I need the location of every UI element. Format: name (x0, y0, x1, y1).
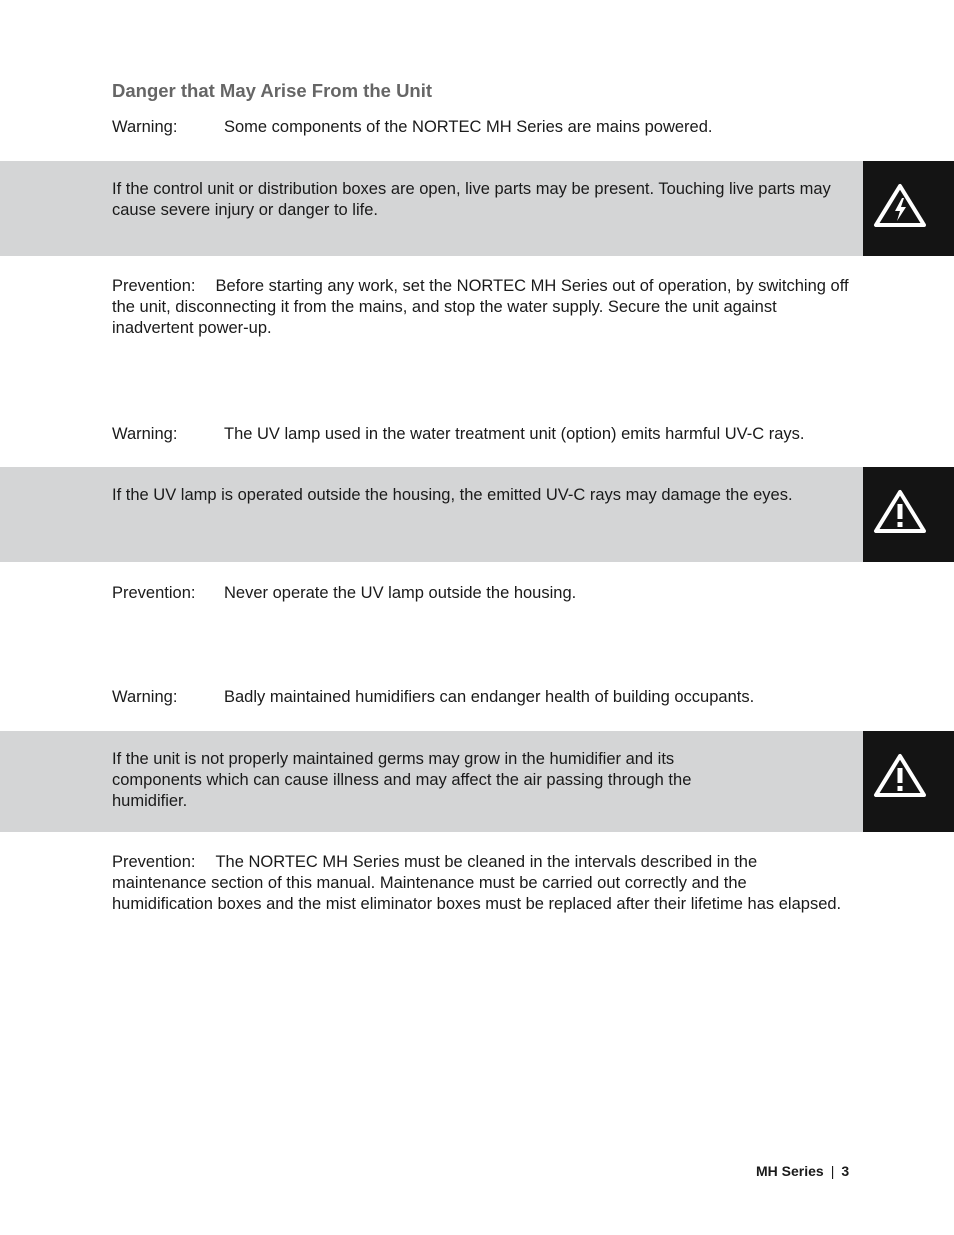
warning-label: Warning: (112, 425, 178, 443)
prevention-text: Before starting any work, set the NORTEC MH Series out of operation, by switching off the unit, disconnecting it from the mains, and stop the water supply. Secure the unit against inadvertent power-up. (112, 277, 849, 337)
prevention-paragraph (112, 276, 852, 339)
hazard-icon-box (863, 467, 954, 562)
prevention-text: The NORTEC MH Series must be cleaned in the intervals described in the maintenance section of this manual. Maintenance must be carried out correctly and the humidification boxes and the mist eliminator boxes must be replaced after their lifetime has elapsed. (112, 853, 842, 913)
hazard-icon-box (863, 731, 954, 832)
warning-text: Some components of the NORTEC MH Series are mains powered. (224, 118, 713, 136)
footer-separator: | (830, 1163, 835, 1179)
warning-line (112, 687, 852, 708)
hazard-info-band (0, 731, 863, 832)
prevention-text: Never operate the UV lamp outside the housing. (224, 584, 577, 602)
prevention-label: Prevention: (112, 584, 196, 602)
prevention-label: Prevention: (112, 277, 196, 295)
warning-line (112, 117, 852, 138)
product-name: MH Series (756, 1163, 824, 1179)
warning-text: Badly maintained humidifiers can endanger health of building occupants. (224, 688, 755, 706)
warning-text: The UV lamp used in the water treatment unit (option) emits harmful UV-C rays. (224, 425, 805, 443)
page-number: 3 (841, 1163, 850, 1179)
hazard-info-band (0, 161, 863, 256)
section-heading: Danger that May Arise From the Unit (112, 80, 433, 101)
warning-line (112, 424, 872, 445)
prevention-paragraph (112, 583, 852, 604)
page-footer (756, 1163, 849, 1179)
hazard-description: If the UV lamp is operated outside the housing, the emitted UV-C rays may damage the eyes. (112, 486, 793, 504)
warning-label: Warning: (112, 688, 178, 706)
prevention-label: Prevention: (112, 853, 196, 871)
hazard-info-band (0, 467, 863, 562)
hazard-description: If the unit is not properly maintained germs may grow in the humidifier and its components which can cause illness and may affect the air passing through the humidifier. (112, 750, 692, 810)
hazard-description: If the control unit or distribution boxes are open, live parts may be present. Touching live parts may cause severe injury or danger to life. (112, 180, 831, 219)
hazard-icon-box (863, 161, 954, 256)
warning-label: Warning: (112, 118, 178, 136)
prevention-paragraph (112, 852, 852, 915)
